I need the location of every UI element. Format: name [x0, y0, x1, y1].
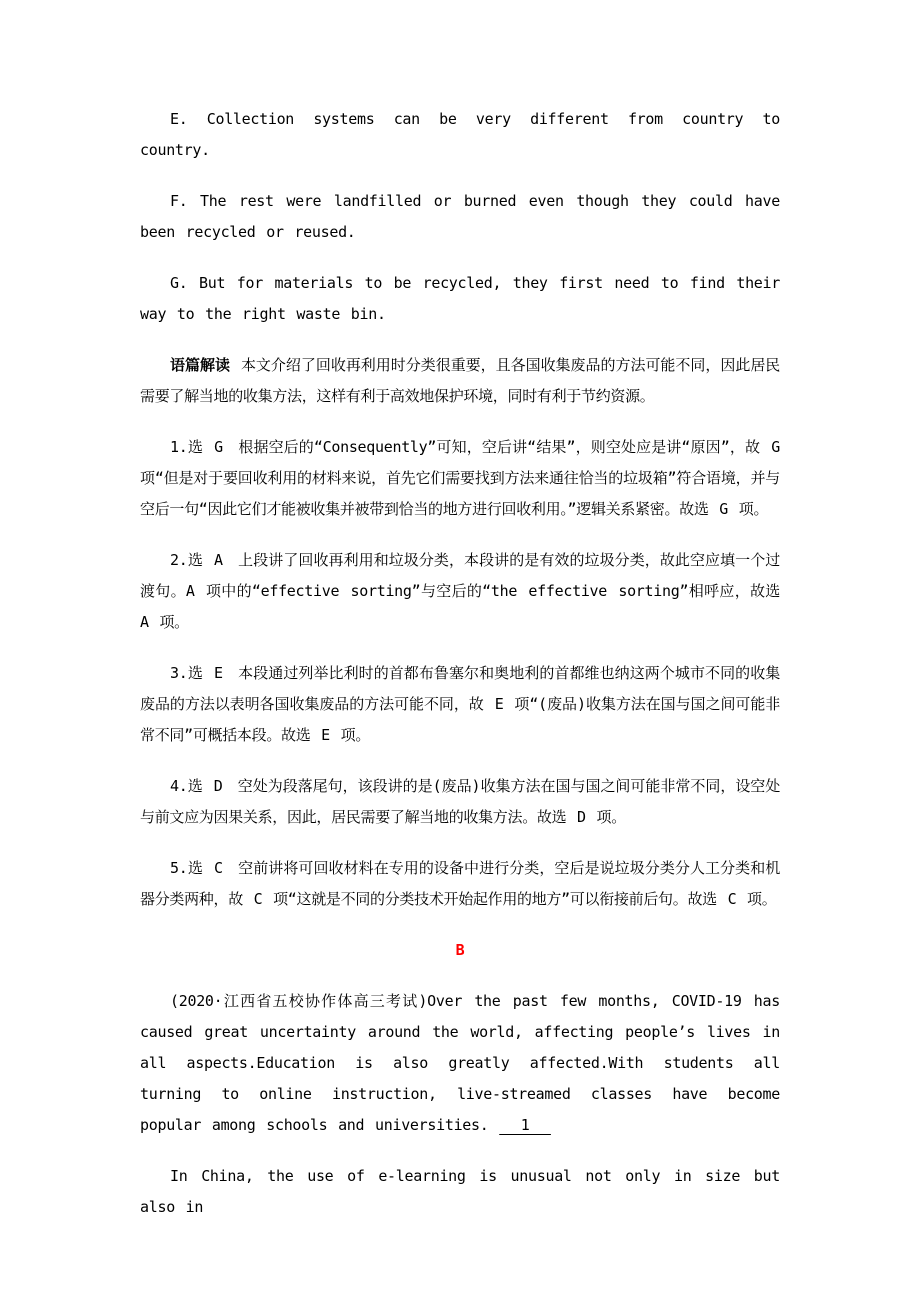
blank-underline: 1 — [499, 1116, 551, 1134]
answer-5 — [140, 853, 780, 915]
text-run: 5.选 C 空前讲将可回收材料在专用的设备中进行分类，空后是说垃圾分类分人工分类和机器分类两种，故 C 项“这就是不同的分类技术开始起作用的地方”可以衔接前后句。故选 C 项。 — [140, 859, 780, 908]
answer-4 — [140, 771, 780, 833]
answer-1 — [140, 432, 791, 525]
option-f — [140, 186, 791, 248]
text-run: (2020·江西省五校协作体高三考试)Over the past few months, COVID-19 has caused great uncertainty around the world, affecting people’s lives in all aspects.Education is also greatly affected.With students all turning to online instruction, live-streamed classes have become popular among schools and universities. — [140, 992, 791, 1134]
answer-3 — [140, 658, 780, 751]
option-e — [140, 104, 791, 166]
text-run: 3.选 E 本段通过列举比利时的首都布鲁塞尔和奥地利的首都维也纳这两个城市不同的收集废品的方法以表明各国收集废品的方法可能不同，故 E 项“(废品)收集方法在国与国之间可能非常不同”可概括本段。故选 E 项。 — [140, 664, 780, 744]
document-body — [140, 104, 791, 1223]
text-run: G. But for materials to be recycled, they first need to find their way to the right waste bin. — [140, 274, 791, 323]
text-run: In China, the use of e-learning is unusual not only in size but also in — [140, 1167, 791, 1216]
passage-b-intro — [140, 986, 791, 1141]
section-b-label — [140, 935, 780, 966]
text-run: E. Collection systems can be very different from country to country. — [140, 110, 791, 159]
option-g — [140, 268, 791, 330]
text-run: 2.选 A 上段讲了回收再利用和垃圾分类，本段讲的是有效的垃圾分类，故此空应填一个过渡句。A 项中的“effective sorting”与空后的“the effective sorting”相呼应，故选 A 项。 — [140, 551, 791, 631]
text-run: 本文介绍了回收再利用时分类很重要，且各国收集废品的方法可能不同，因此居民需要了解当地的收集方法，这样有利于高效地保护环境，同时有利于节约资源。 — [140, 356, 780, 405]
text-run: B — [455, 941, 465, 959]
text-run: F. The rest were landfilled or burned even though they could have been recycled or reused. — [140, 192, 791, 241]
text-run: 4.选 D 空处为段落尾句，该段讲的是(废品)收集方法在国与国之间可能非常不同，设空处与前文应为因果关系，因此，居民需要了解当地的收集方法。故选 D 项。 — [140, 777, 780, 826]
passage-b-para-2 — [140, 1161, 791, 1223]
answer-2 — [140, 545, 791, 638]
passage-analysis — [140, 350, 780, 412]
text-run: 1.选 G 根据空后的“Consequently”可知，空后讲“结果”，则空处应是讲“原因”，故 G 项“但是对于要回收利用的材料来说，首先它们需要找到方法来通往恰当的垃圾箱”符合语境，并与空后一句“因此它们才能被收集并被带到恰当的地方进行回收利用。”逻辑关系紧密。故选 G 项。 — [140, 438, 791, 518]
text-run: 语篇解读 — [170, 356, 230, 374]
